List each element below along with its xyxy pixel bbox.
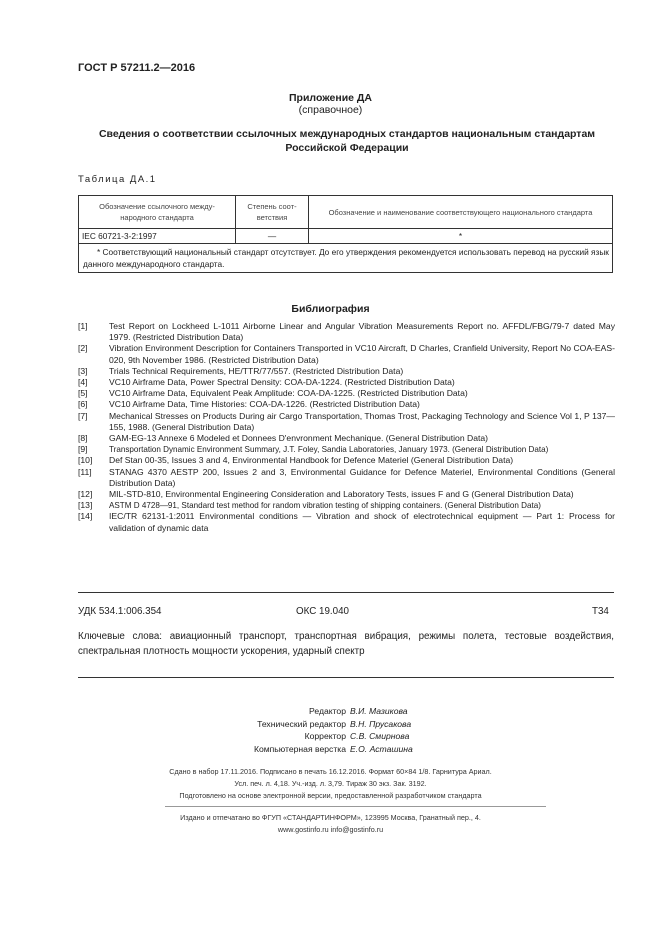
- divider: [78, 677, 614, 678]
- appendix-subtitle: (справочное): [298, 104, 363, 116]
- divider: [165, 806, 546, 807]
- table-cell: *: [309, 229, 613, 244]
- credit-role: Корректор: [304, 731, 346, 741]
- bib-number: [2]: [78, 343, 88, 354]
- bibliography-title: Библиография: [291, 303, 370, 315]
- correspondence-table: [78, 195, 613, 273]
- credit-role: Технический редактор: [257, 718, 346, 729]
- classification-code: Т34: [592, 606, 609, 617]
- list-item: [78, 444, 615, 455]
- imprint-line: Сдано в набор 17.11.2016. Подписано в печать 16.12.2016. Формат 60×84 1/8. Гарнитура Ариал.: [169, 767, 492, 776]
- bib-number: [6]: [78, 399, 88, 410]
- bib-number: [4]: [78, 377, 88, 388]
- table-note-row: [79, 244, 613, 273]
- list-item: [78, 500, 615, 511]
- bib-text: Test Report on Lockheed L-1011 Airborne Linear and Angular Vibration Measurements Report no. AFFDL/FBG/79-7 dated May 1979. (Restricted Distribution Data): [109, 321, 615, 343]
- table-caption: Таблица ДА.1: [78, 174, 157, 185]
- credit-line: [0, 743, 661, 756]
- table-cell: IEC 60721-3-2:1997: [79, 229, 236, 244]
- bib-text: STANAG 4370 AESTP 200, Issues 2 and 3, Environmental Guidance for Defence Materiel, Environmental Conditions (General Distribution Data): [109, 466, 615, 488]
- list-item: [78, 433, 615, 444]
- list-item: [78, 343, 615, 365]
- bib-text: Vibration Environment Description for Containers Transported in VC10 Aircraft, D Charles, Cranfield University, Report No COA-EAS-020, 9th November 1986. (Restricted Distribution Data): [109, 343, 615, 365]
- table-cell: —: [236, 229, 309, 244]
- credits: [0, 705, 661, 755]
- bib-text: MIL-STD-810, Environmental Engineering Consideration and Laboratory Tests, issues F and G (General Distribution Data): [109, 489, 574, 500]
- credit-name: В.И. Мазикова: [350, 706, 408, 716]
- credit-name: Е.О. Асташина: [350, 743, 413, 754]
- bib-text: VC10 Airframe Data, Time Histories: COA-DA-1226. (Restricted Distribution Data): [109, 399, 420, 410]
- imprint-line: Издано и отпечатано во ФГУП «СТАНДАРТИНФОРМ», 123995 Москва, Гранатный пер., 4.: [180, 813, 481, 822]
- table-note: * Соответствующий национальный стандарт отсутствует. До его утверждения рекомендуется использовать перевод на русский язык данного международного стандарта.: [79, 244, 613, 273]
- bib-number: [7]: [78, 410, 88, 421]
- bib-number: [11]: [78, 466, 92, 477]
- bib-text: Mechanical Stresses on Products During air Cargo Transportation, Thomas Trost, Packaging Technology and Science Vol 1, P 137—155, 1988. (General Distribution Data): [109, 410, 615, 432]
- bib-number: [9]: [78, 444, 88, 455]
- credit-line: [0, 718, 661, 731]
- list-item: [78, 377, 615, 388]
- imprint-line: Подготовлено на основе электронной версии, предоставленной разработчиком стандарта: [179, 791, 482, 800]
- list-item: [78, 489, 615, 500]
- list-item: [78, 399, 615, 410]
- standard-number: ГОСТ Р 57211.2—2016: [78, 62, 196, 74]
- list-item: [78, 511, 615, 533]
- appendix-heading: Сведения о соответствии ссылочных международных стандартов национальным стандартам Российской Федерации: [98, 128, 596, 154]
- bib-text: Def Stan 00-35, Issues 3 and 4, Environmental Handbook for Defence Materiel (General Distribution Data): [109, 455, 514, 466]
- table-row: [79, 229, 613, 244]
- bib-text: ASTM D 4728—91, Standard test method for random vibration testing of shipping containers. (General Distribution Data): [109, 501, 541, 511]
- imprint-line: Усл. печ. л. 4,18. Уч.-изд. л. 3,79. Тираж 30 экз. Зак. 3192.: [234, 779, 427, 788]
- table-header-cell: Степень соот-ветствия: [236, 196, 309, 229]
- bib-text: IEC/TR 62131-1:2011 Environmental conditions — Vibration and shock of electrotechnical equipment — Part 1: Process for validation of dynamic data: [109, 511, 615, 533]
- bib-text: VC10 Airframe Data, Power Spectral Density: COA-DA-1224. (Restricted Distribution Data): [109, 377, 455, 388]
- credit-role: Компьютерная верстка: [253, 743, 346, 754]
- list-item: [78, 411, 615, 433]
- table-header-cell: Обозначение ссылочного между-народного стандарта: [79, 196, 236, 229]
- appendix-title: Приложение ДА: [289, 92, 372, 104]
- imprint-line: www.gostinfo.ru info@gostinfo.ru: [277, 825, 384, 834]
- bib-number: [14]: [78, 511, 93, 522]
- credit-name: В.Н. Прусакова: [350, 718, 412, 729]
- bib-number: [13]: [78, 500, 93, 511]
- udk-code: УДК 534.1:006.354: [78, 606, 162, 617]
- bib-text: Transportation Dynamic Environment Summary, J.T. Foley, Sandia Laboratories, January 1973. (General Distribution Data): [109, 445, 549, 455]
- bib-number: [10]: [78, 455, 93, 466]
- bibliography-list: [78, 321, 615, 534]
- table-header-row: [79, 196, 613, 229]
- list-item: [78, 388, 615, 399]
- list-item: [78, 467, 615, 489]
- list-item: [78, 321, 615, 343]
- bib-text: GAM-EG-13 Annexe 6 Modeled et Donnees D'envronment Mechanique. (General Distribution Data): [109, 433, 489, 444]
- keywords: Ключевые слова: авиационный транспорт, транспортная вибрация, режимы полета, тестовые воздействия, спектральная плотность мощности ускорения, ударный спектр: [78, 631, 614, 657]
- credit-line: [0, 705, 661, 718]
- bib-text: Trials Technical Requirements, HE/TTR/77/557. (Restricted Distribution Data): [109, 365, 404, 376]
- table-header-cell: Обозначение и наименование соответствующего национального стандарта: [309, 196, 613, 229]
- list-item: [78, 455, 615, 466]
- credit-line: [0, 730, 661, 743]
- oks-code: ОКС 19.040: [296, 606, 349, 617]
- bib-number: [8]: [78, 433, 88, 444]
- credit-role: Редактор: [309, 706, 346, 716]
- bib-number: [5]: [78, 388, 88, 399]
- bib-number: [1]: [78, 321, 88, 331]
- divider: [78, 592, 614, 593]
- credit-name: С.В. Смирнова: [350, 731, 410, 741]
- bib-text: VC10 Airframe Data, Equivalent Peak Amplitude: COA-DA-1225. (Restricted Distribution Data): [109, 388, 468, 399]
- bib-number: [3]: [78, 365, 88, 376]
- list-item: [78, 366, 615, 377]
- bib-number: [12]: [78, 489, 93, 500]
